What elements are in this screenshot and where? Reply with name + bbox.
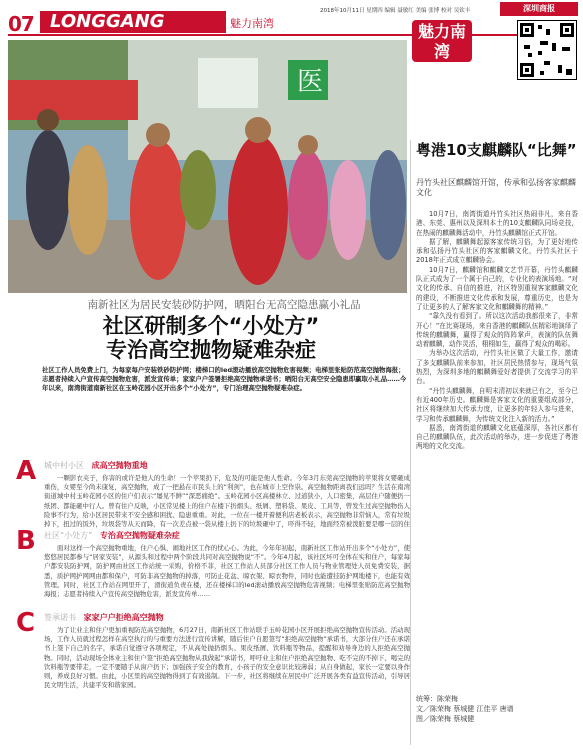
main-photo: [8, 40, 407, 293]
section-a-heading: [44, 460, 410, 472]
section-letter-c: C: [16, 608, 36, 638]
headline-line2: 专治高空抛物疑难杂症: [106, 338, 316, 362]
headline-line1: 社区研制多个“小处方”: [102, 314, 320, 338]
summary: 社区工作人员免费上门，为每家每户安装铁砂防护网；楼梯口的led滚动播放高空抛物危害视频；电梯里张贴防范高空抛物海报；志愿者持续入户宣传高空抛物危害，派发宣传单；家家户户签署拒绝高空抛物承诺书；晒阳台无高空安全隐患即赢取小礼品……今年以来，南湾街道南新社区在玉岭花园小区开出多个“小处方”，专门治理高空抛物疑难杂症。: [42, 366, 407, 392]
column-logo: 魅力南湾: [412, 20, 472, 62]
page-name-banner: LONGGANG: [40, 11, 226, 33]
credits: 统筹：陈荣梅 文／陈荣梅 蔡城健 江佳平 唐谱 图／陈荣梅 蔡城健: [416, 695, 514, 723]
section-letter-a: A: [16, 456, 37, 486]
section-c-heading: [44, 612, 410, 624]
paragraph: 据悉，南湾街道的麒麟文化底蕴深厚，各社区都有自己的麒麟队伍，此次活动的举办，进一步促进了粤港两地的文化交流。: [416, 423, 578, 451]
header-rule: [8, 34, 576, 36]
side-article-subtitle: 丹竹头社区麒麟馆开馆，传承和弘扬客家麒麟文化: [416, 178, 576, 197]
paragraph: 10月7日，麒麟馆和麒麟文艺节开幕，丹竹头麒麟队正式成为了一个属于自己的，专业化的表演场地。“对文化的传承、自信的推进，社区特别重视客家麒麟文化的建设，不断推进文化传承和发展，尊重历史，也是为了让更多的人了解客家文化和麒麟舞的精神。”: [416, 265, 578, 311]
qr-code: [517, 20, 577, 80]
section-title: 成高空抛物重地: [91, 461, 148, 470]
section-title: 专治高空抛物疑难杂症: [99, 531, 180, 540]
section-title: 家家户户拒绝高空抛物: [83, 613, 164, 622]
headline: [12, 314, 410, 362]
masthead-logo: 深圳商报: [500, 2, 578, 16]
paragraph: “靠久没有看到了。所以这次活动我都很来了，非常开心！”在比赛现场，来自香港的麒麟队伍精彩地演绎了传统的麒麟舞，赢得了观众的阵阵掌声，表演的队伍舞动着麒麟，动作灵活，栩栩如生，赢得了观众的喝彩。: [416, 312, 578, 349]
svg-text:医: 医: [297, 67, 324, 97]
side-article-title: 粤港10支麒麟队“比舞”: [416, 141, 577, 159]
side-article-body: [416, 210, 578, 688]
header-meta: 2018年10月11日 星期四 编辑 聂敏红 美编 张博 校对 吴钦丰: [320, 8, 471, 14]
section-tag: 社区“小处方”: [44, 531, 93, 540]
paragraph: 10月7日，南湾街道丹竹头社区热闹非凡，来自香港、东莞、惠州以及深圳本土的10支麒麟队同场竞技，在热闹的麒麟舞活动中，丹竹头麒麟馆正式开馆。: [416, 210, 578, 237]
column-name: 魅力南湾: [230, 17, 274, 30]
photo-illustration: [8, 40, 407, 293]
paragraph: 为举办这次活动，丹竹头社区做了大量工作，邀请了多支麒麟队前来参加，社区居民热情参与，现场气氛热烈，为深圳多地的麒麟舞爱好者提供了交流学习的平台。: [416, 349, 578, 386]
page-number: 07: [8, 12, 34, 36]
section-c-body: 为了让业主和住户更加重视防范高空抛物，6月27日，南新社区工作站联手玉岭花园小区开展拒绝高空抛物宣传活动。活动现场，工作人员就过程怎样在高空执行的与重要方法进行宣传讲解，随后住户自愿签写“拒绝高空抛物”承诺书，大部分住户还在承诺书上签下自己的名字，承诺自觉遵守各项规定，不从高处抛扔烟头、果皮纸屑、饮料瓶等物品，提醒和劝导身边的人拒绝高空抛物。同时，活动现场全体业主和住户签“拒绝高空抛物从我做起”承诺书，呼吁业主和住户拒绝高空抛物、吃不完的不掉下、喝完的饮料瓶等要带走，一定不要随手从窗户扔下；加强孩子安全的教育，小孩子的安全意识比较薄弱；从自身做起，家长一定要以身作则，养成良好习惯。由此，小区里的高空抛物得到了有效遏制。下一步，社区将继续在居民中广泛开展各类有益宣传活动，引导居民文明生活，共建平安和谐家园。: [44, 626, 410, 690]
kicker: 南新社区为居民安装砂防护网，晒阳台无高空隐患赢小礼品: [87, 299, 361, 311]
section-b-body: 面对这样一个高空抛物重地，住户心惧、闹地社区工作的忧心心。为此，今年年初起，南新社区工作站开出多个“小处方”，使悠悠居民都参与“居家安装”，从源头和过程中两个阶段共同对高空抛物说“不”。今年4月起，该社区坏可全体在实和住户，每家每户都安装防护网，防护网由社区工作站统一采购，价格不菲，社区工作站人员部分社区工作人员与物业管理处人员免费安装，据悉，质护网护网网由都和保户，可防非高空抛物的掉落，可防止花盆、晾衣架、晾衣物件，同时也能遭挂防护网地楼下，也能有效管理。同时，社区工作站在网里开了，滑街道负责在楼，还在楼梯口的led滚动播放高空抛物危害视频；电梯里张贴防范高空抛物海报；志愿者持续入户宣传高空抛物危害，派发宣传单……: [44, 544, 410, 598]
section-tag: 城中村小区: [44, 461, 84, 470]
paragraph: “丹竹头麒麟舞，自明末清初以来就已有之，至今已有近400年历史。麒麟舞是客家文化的重要组成部分，社区将继续加大传承力度，让更多的年轻人参与进来，学习和传承麒麟舞，为传统文化注入新的活力。”: [416, 386, 578, 423]
qr-pattern-icon: [518, 21, 576, 79]
section-a-body: 一颗影衣夹子，你害的或许是他人的生命！一个苹果扔下，危及的可能是他人性命。今年3月东莞高空抛物的苹果将女婴砸成重伤，女婴至今尚未康复，高空抛物，成了一把悬在市民头上的“利剑”，也在城市上空作祟。高空抛物距离我们远吗？生活在南湾街道城中村玉岭花园小区的住户们表示“屡见不鲜”“深恶痛绝”。玉岭花园小区高楼林立、过道狭小，人口密集，高层住户随便扔一纸团、都能砸中行人。曾有住户反映，小区常见楼上的住户在楼下扔烟头、纸屑、塑料袋、果皮、工具等，曾发生过高空抛物伤人险事不行为，给小区居民带来不安全感和困扰、隐患重重。对此，一位在一楼开着便利店老板表示，高空抛物非常恼人，常有垃圾掉下，扭过的饭外，垃圾袋等从天而降，有一次差点被一袋从楼上扔下的垃圾砸中了，吓得不轻，地面经常被泼脏要是哪一层的住: [44, 474, 410, 528]
section-b-heading: [44, 530, 410, 542]
section-tag: 签承诺书: [44, 613, 76, 622]
section-letter-b: B: [16, 526, 36, 556]
paragraph: 据了解，麒麟舞起源客家传统习俗，为了更好地传承和弘扬丹竹头社区的客家麒麟文化，丹竹头社区于2018年正式成立麒麟协会。: [416, 237, 578, 265]
column-divider: [410, 140, 411, 745]
